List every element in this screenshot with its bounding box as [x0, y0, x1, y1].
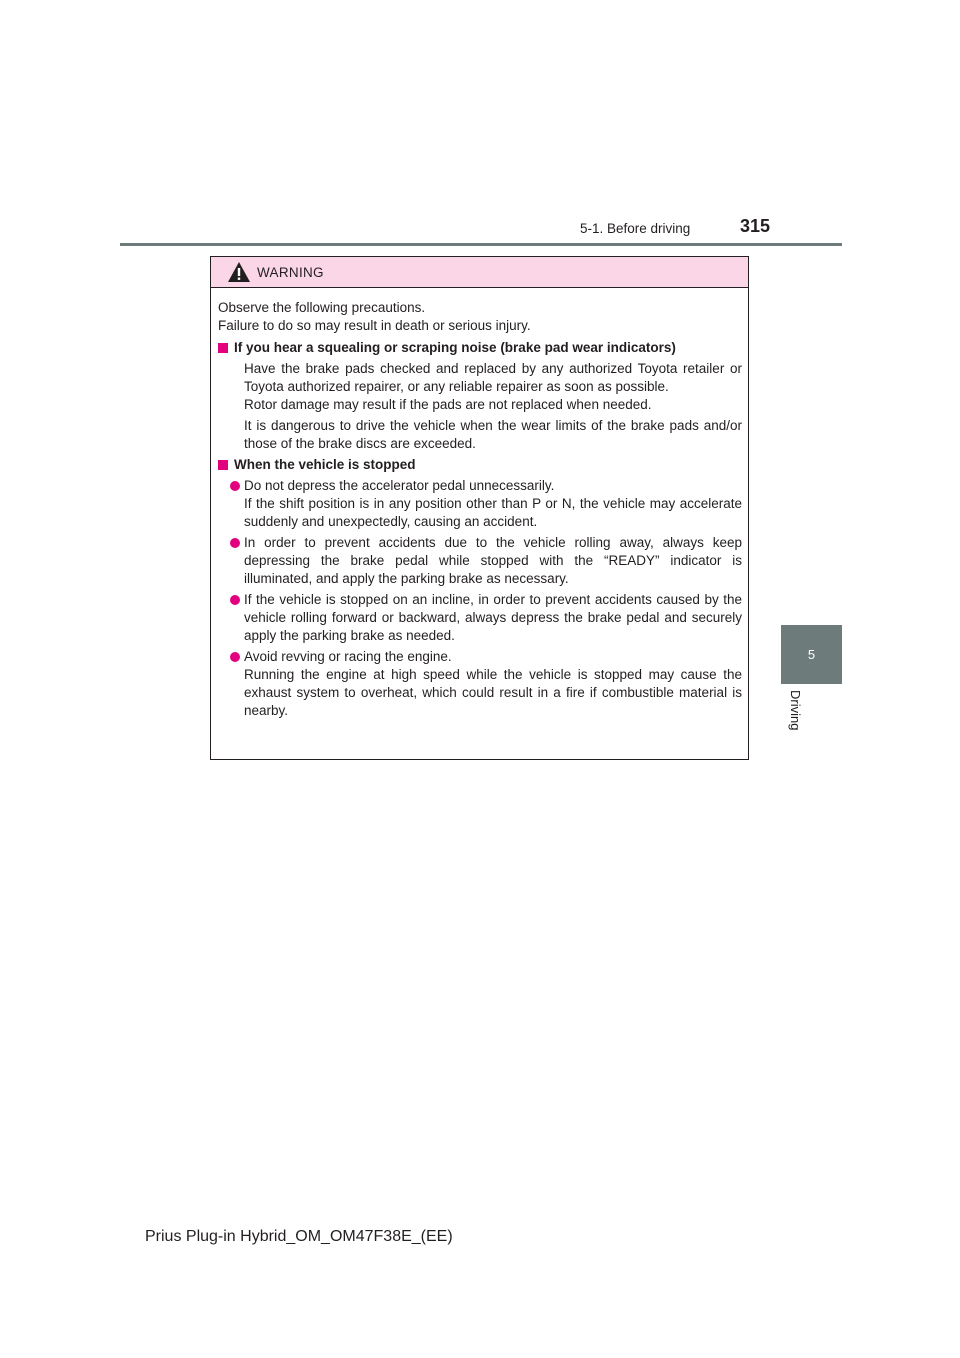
- list-item-line: If the vehicle is stopped on an incline, in order to prevent accidents caused by the vehicle rolling forward or backward, always depress the brake pedal and securely apply the parking brake as needed.: [244, 592, 742, 643]
- list-item: [230, 591, 742, 645]
- square-bullet-icon: [218, 343, 228, 353]
- intro-line: Failure to do so may result in death or serious injury.: [218, 318, 531, 333]
- footer-document-id: Prius Plug-in Hybrid_OM_OM47F38E_(EE): [145, 1228, 453, 1245]
- list-item-line: In order to prevent accidents due to the vehicle rolling away, always keep depressing the brake pedal while stopped with the “READY” indicator is illuminated, and apply the parking brake as necessary.: [244, 535, 742, 586]
- warning-intro: [218, 299, 742, 335]
- section-heading: [218, 456, 742, 474]
- section-paragraphs: [244, 360, 742, 453]
- chapter-label: Driving: [788, 690, 803, 731]
- paragraph: [244, 360, 742, 414]
- list-item-line: Do not depress the accelerator pedal unnecessarily.: [244, 478, 555, 493]
- list-item-line: Running the engine at high speed while the vehicle is stopped may cause the exhaust system to overheat, which could result in a fire if combustible material is nearby.: [244, 667, 742, 718]
- section-heading-text: If you hear a squealing or scraping noise (brake pad wear indicators): [234, 340, 676, 355]
- list-item-line: Avoid revving or racing the engine.: [244, 649, 452, 664]
- warning-triangle-icon: [227, 261, 251, 283]
- section-heading: [218, 339, 742, 357]
- circle-bullet-icon: [230, 538, 240, 548]
- list-item-line: If the shift position is in any position other than P or N, the vehicle may accelerate suddenly and unexpectedly, causing an accident.: [244, 496, 742, 529]
- list-item: [230, 648, 742, 720]
- paragraph-line: Have the brake pads checked and replaced by any authorized Toyota retailer or Toyota authorized repairer, or any reliable repairer as soon as possible.: [244, 361, 742, 394]
- warning-body: [211, 288, 748, 720]
- warning-label: WARNING: [257, 264, 324, 280]
- intro-line: Observe the following precautions.: [218, 300, 426, 315]
- warning-box: [210, 256, 749, 760]
- chapter-number: 5: [807, 647, 816, 662]
- section-heading-text: When the vehicle is stopped: [234, 457, 416, 472]
- list-item: [230, 477, 742, 531]
- circle-bullet-icon: [230, 652, 240, 662]
- section-title: 5-1. Before driving: [580, 221, 691, 236]
- header-rule: [120, 243, 842, 246]
- page-number: 315: [740, 216, 771, 236]
- chapter-tab[interactable]: [781, 625, 842, 684]
- list-item: [230, 534, 742, 588]
- circle-bullet-icon: [230, 595, 240, 605]
- warning-header: [211, 257, 748, 288]
- paragraph-line: Rotor damage may result if the pads are not replaced when needed.: [244, 397, 652, 412]
- square-bullet-icon: [218, 460, 228, 470]
- paragraph: It is dangerous to drive the vehicle when the wear limits of the brake pads and/or those of the brake discs are exceeded.: [244, 418, 742, 451]
- circle-bullet-icon: [230, 481, 240, 491]
